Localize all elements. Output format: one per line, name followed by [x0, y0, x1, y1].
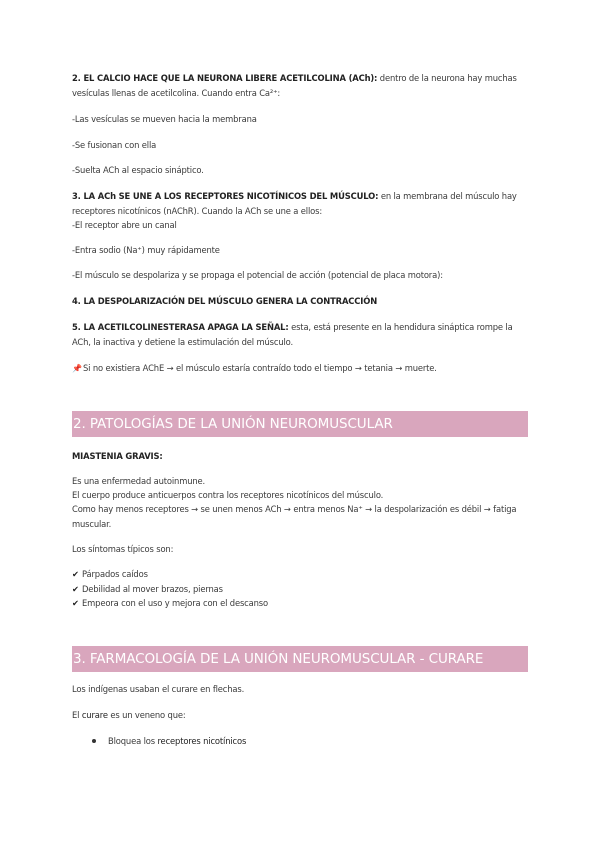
- note-paragraph: [72, 361, 528, 377]
- miastenia-subheading: MIASTENIA GRAVIS:: [72, 451, 163, 461]
- checkmark-icon: ✔: [72, 583, 79, 594]
- symptoms-intro: Los síntomas típicos son:: [72, 544, 174, 554]
- step2-item-2: -Se fusionan con ella: [72, 140, 157, 150]
- step3-title: 3. LA ACh SE UNE A LOS RECEPTORES NICOTÍNICOS DEL MÚSCULO:: [72, 191, 379, 201]
- step3-item-3: -El músculo se despolariza y se propaga el potencial de acción (potencial de placa motora):: [72, 270, 443, 280]
- step3-item-1: -El receptor abre un canal: [72, 220, 177, 230]
- list-item: ✔ Párpados caídos: [72, 567, 528, 582]
- section-heading-farmacologia: 3. FARMACOLOGÍA DE LA UNIÓN NEUROMUSCULAR - CURARE: [72, 646, 528, 672]
- curare-line-1: Los indígenas usaban el curare en flechas.: [72, 684, 245, 694]
- checkmark-icon: ✔: [72, 598, 79, 608]
- step3-item-2: -Entra sodio (Na⁺) muy rápidamente: [72, 245, 220, 255]
- step4-title: 4. LA DESPOLARIZACIÓN DEL MÚSCULO GENERA LA CONTRACCIÓN: [72, 296, 378, 306]
- note-text: Si no existiera AChE → el músculo estaría contraído todo el tiempo → tetania → muerte.: [83, 363, 437, 373]
- step3-paragraph: [72, 189, 528, 218]
- step5-text: esta, está presente en la hendidura sináptica rompe la ACh, la inactiva y detiene la estimulación del músculo.: [72, 322, 513, 347]
- step2-item-3: -Suelta ACh al espacio sináptico.: [72, 165, 204, 175]
- section-heading-patologias: 2. PATOLOGÍAS DE LA UNIÓN NEUROMUSCULAR: [72, 411, 528, 437]
- pushpin-icon: 📌: [72, 364, 82, 373]
- miastenia-line-2: El cuerpo produce anticuerpos contra los receptores nicotínicos del músculo.: [72, 490, 384, 500]
- symptoms-list: [72, 567, 528, 611]
- step2-item-1: -Las vesículas se mueven hacia la membrana: [72, 114, 257, 124]
- step5-title: 5. LA ACETILCOLINESTERASA APAGA LA SEÑAL:: [72, 322, 289, 332]
- curare-bullet-1: Bloquea los receptores nicotínicos: [108, 736, 247, 746]
- miastenia-line-3: Como hay menos receptores → se unen menos ACh → entra menos Na⁺ → la despolarización es débil → fatiga muscular.: [72, 504, 517, 529]
- bullet-icon: [92, 739, 96, 743]
- step2-paragraph: [72, 71, 528, 100]
- list-item: ✔ Debilidad al mover brazos, piernas: [72, 582, 528, 597]
- miastenia-line-1: Es una enfermedad autoinmune.: [72, 476, 206, 486]
- step2-title: 2. EL CALCIO HACE QUE LA NEURONA LIBERE ACETILCOLINA (ACh):: [72, 73, 378, 83]
- step5-paragraph: [72, 320, 528, 349]
- step4-paragraph: [72, 294, 528, 309]
- step3-text: en la membrana del músculo hay receptores nicotínicos (nAChR). Cuando la ACh se une a ellos:: [72, 191, 517, 216]
- list-item: ✔ Empeora con el uso y mejora con el descanso: [72, 596, 528, 611]
- checkmark-icon: ✔: [72, 569, 79, 579]
- curare-line-2: El curare es un veneno que:: [72, 710, 186, 720]
- step2-text: dentro de la neurona hay muchas vesículas llenas de acetilcolina. Cuando entra Ca²⁺:: [72, 73, 517, 98]
